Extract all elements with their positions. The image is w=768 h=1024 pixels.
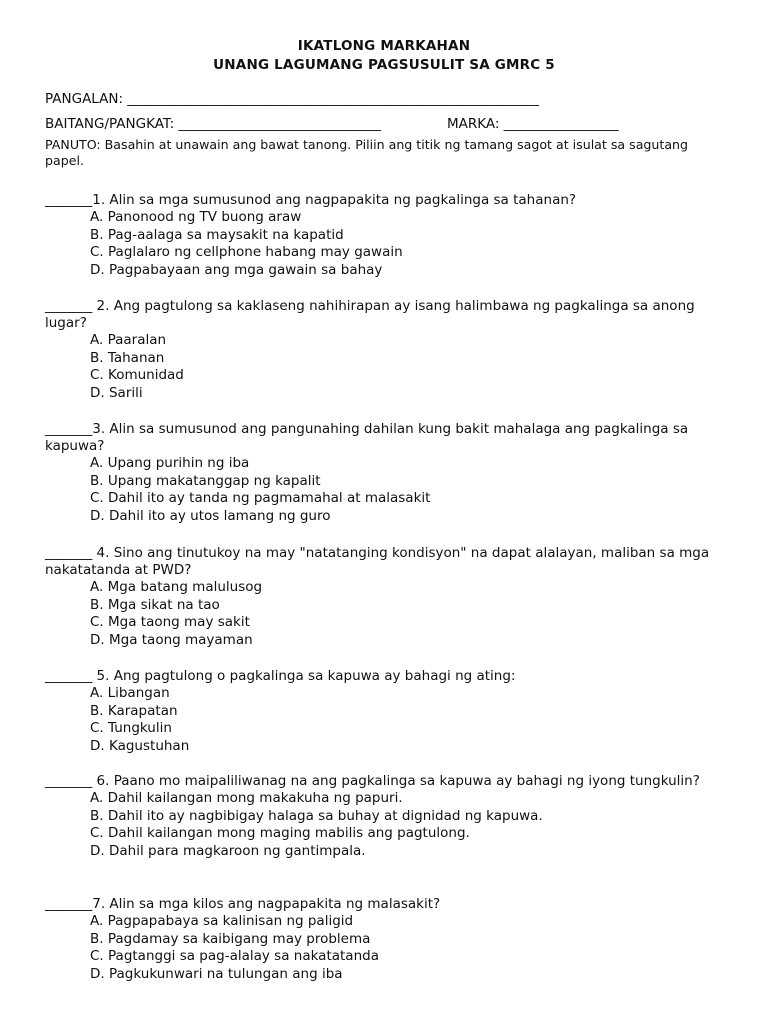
option-c: C. Komunidad [90, 367, 184, 384]
option-a: A. Mga batang malulusog [90, 579, 263, 595]
instructions: PANUTO: Basahin at unawain ang bawat tanong. Piliin ang titik ng tamang sagot at isulat sa sagutang papel. [45, 137, 689, 168]
question-text: _______7. Alin sa mga kilos ang nagpapakita ng malasakit? [45, 896, 441, 912]
question-text: _______3. Alin sa sumusunod ang pangunahing dahilan kung bakit mahalaga ang pagkalinga sa kapuwa? [45, 421, 689, 454]
option-b: B. Karapatan [90, 702, 178, 719]
question-6 [45, 773, 735, 860]
option-b: B. Pag-aalaga sa maysakit na kapatid [90, 226, 344, 243]
question-3 [45, 421, 735, 525]
option-a: A. Paaralan [90, 332, 167, 348]
question-5 [45, 668, 735, 755]
question-text: _______1. Alin sa mga sumusunod ang nagpapakita ng pagkalinga sa tahanan? [45, 192, 577, 208]
exam-title: IKATLONG MARKAHAN [297, 38, 471, 54]
option-c: C. Dahil ito ay tanda ng pagmamahal at malasakit [90, 490, 431, 507]
option-d: D. Pagkukunwari na tulungan ang iba [90, 965, 343, 982]
option-d: D. Sarili [90, 384, 143, 401]
option-d: D. Dahil para magkaroon ng gantimpala. [90, 842, 366, 859]
option-a: A. Upang purihin ng iba [90, 455, 250, 471]
option-d: D. Pagpabayaan ang mga gawain sa bahay [90, 261, 383, 278]
question-text: _______ 5. Ang pagtulong o pagkalinga sa kapuwa ay bahagi ng ating: [45, 668, 516, 684]
option-b: B. Pagdamay sa kaibigang may problema [90, 930, 371, 947]
option-c: C. Dahil kailangan mong maging mabilis ang pagtulong. [90, 825, 470, 842]
question-text: _______ 2. Ang pagtulong sa kaklaseng nahihirapan ay isang halimbawa ng pagkalinga sa anong lugar? [45, 298, 695, 331]
option-a: A. Libangan [90, 685, 170, 701]
option-b: B. Upang makatanggap ng kapalit [90, 472, 321, 489]
question-4 [45, 545, 735, 649]
option-a: A. Dahil kailangan mong makakuha ng papuri. [90, 790, 403, 806]
question-text: _______ 6. Paano mo maipaliliwanag na ang pagkalinga sa kapuwa ay bahagi ng iyong tungkulin? [45, 773, 700, 789]
option-c: C. Paglalaro ng cellphone habang may gawain [90, 244, 403, 261]
option-c: C. Tungkulin [90, 720, 172, 737]
question-7 [45, 896, 735, 983]
option-a: A. Panonood ng TV buong araw [90, 209, 302, 225]
marka-field: MARKA: _________________ [447, 116, 619, 132]
pangalan-field: PANGALAN: _____________________________________________________________ [45, 91, 540, 107]
exam-subtitle: UNANG LAGUMANG PAGSUSULIT SA GMRC 5 [213, 57, 555, 73]
option-d: D. Dahil ito ay utos lamang ng guro [90, 507, 331, 524]
question-1 [45, 192, 735, 279]
option-b: B. Mga sikat na tao [90, 596, 220, 613]
option-b: B. Dahil ito ay nagbibigay halaga sa buhay at dignidad ng kapuwa. [90, 807, 543, 824]
option-b: B. Tahanan [90, 349, 165, 366]
option-c: C. Mga taong may sakit [90, 614, 250, 631]
option-d: D. Kagustuhan [90, 737, 190, 754]
question-text: _______ 4. Sino ang tinutukoy na may "natatanging kondisyon" na dapat alalayan, maliban sa mga nakatatanda at PWD? [45, 545, 710, 578]
option-a: A. Pagpapabaya sa kalinisan ng paligid [90, 913, 354, 929]
option-c: C. Pagtanggi sa pag-alalay sa nakatatanda [90, 948, 379, 965]
question-2 [45, 298, 735, 402]
option-d: D. Mga taong mayaman [90, 631, 253, 648]
baitang-field: BAITANG/PANGKAT: ______________________________ [45, 116, 381, 132]
